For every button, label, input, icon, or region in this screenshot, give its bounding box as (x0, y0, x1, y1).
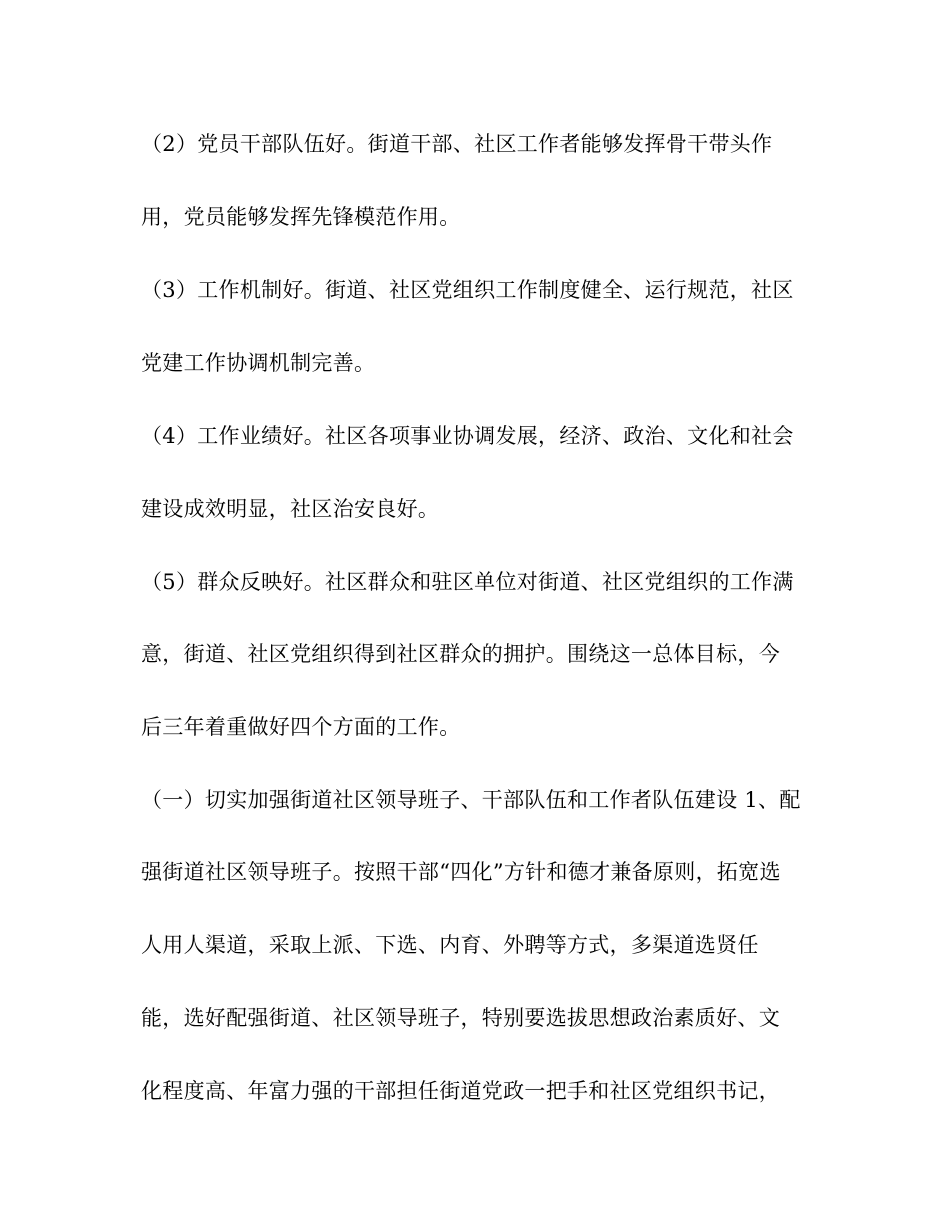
text-line-4: 党建工作协调机制完善。 (141, 351, 376, 375)
text-line-2: 用，党员能够发挥先锋模范作用。 (141, 205, 461, 229)
text-line-8: 意，街道、社区党组织得到社区群众的拥护。围绕这一总体目标，今 (141, 642, 780, 666)
text-line-3: （3）工作机制好。街道、社区党组织工作制度健全、运行规范，社区 (141, 278, 794, 302)
text-line-1: （2）党员干部队伍好。街道干部、社区工作者能够发挥骨干带头作 (141, 132, 773, 156)
text-line-5: （4）工作业绩好。社区各项事业协调发展，经济、政治、文化和社会 (141, 424, 794, 448)
text-line-9: 后三年着重做好四个方面的工作。 (141, 715, 461, 739)
text-line-11: 强街道社区领导班子。按照干部“四化”方针和德才兼备原则，拓宽选 (141, 860, 781, 884)
text-line-14: 化程度高、年富力强的干部担任街道党政一把手和社区党组织书记， (141, 1079, 780, 1103)
text-line-10: （一）切实加强街道社区领导班子、干部队伍和工作者队伍建设 1、配 (141, 788, 801, 812)
text-line-6: 建设成效明显，社区治安良好。 (141, 497, 440, 521)
text-line-13: 能，选好配强街道、社区领导班子，特别要选拔思想政治素质好、文 (141, 1006, 780, 1030)
text-line-7: （5）群众反映好。社区群众和驻区单位对街道、社区党组织的工作满 (141, 570, 794, 594)
text-line-12: 人用人渠道，采取上派、下选、内育、外聘等方式，多渠道选贤任 (141, 933, 759, 957)
